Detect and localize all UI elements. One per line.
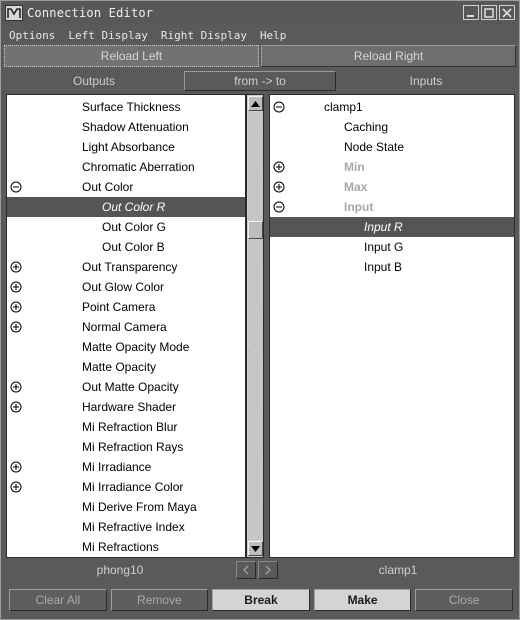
expand-plus-icon[interactable] bbox=[273, 181, 285, 193]
tree-row-label: Out Color B bbox=[102, 240, 165, 254]
outputs-header: Outputs bbox=[72, 74, 116, 88]
expand-plus-icon[interactable] bbox=[10, 381, 22, 393]
tree-row[interactable] bbox=[7, 537, 245, 557]
expand-plus-icon[interactable] bbox=[10, 301, 22, 313]
tree-row-label: Matte Opacity Mode bbox=[82, 340, 190, 354]
title-bar[interactable] bbox=[1, 1, 519, 25]
mode-toggle-button[interactable]: from -> to bbox=[184, 71, 336, 91]
tree-row[interactable] bbox=[7, 297, 245, 317]
tree-row-label: Mi Derive From Maya bbox=[82, 500, 197, 514]
close-button[interactable]: Close bbox=[415, 589, 513, 611]
tree-row[interactable] bbox=[7, 277, 245, 297]
tree-row[interactable] bbox=[270, 157, 514, 177]
clear-all-button[interactable]: Clear All bbox=[9, 589, 107, 611]
tree-row[interactable] bbox=[270, 237, 514, 257]
expand-plus-icon[interactable] bbox=[10, 481, 22, 493]
reload-right-button[interactable]: Reload Right bbox=[261, 45, 516, 67]
window-controls bbox=[463, 5, 515, 20]
tree-row[interactable] bbox=[7, 497, 245, 517]
tree-row[interactable] bbox=[270, 137, 514, 157]
node-footer bbox=[4, 560, 516, 580]
arrow-down-icon bbox=[251, 546, 260, 552]
maya-logo-icon bbox=[5, 5, 23, 21]
tree-row[interactable] bbox=[7, 457, 245, 477]
tree-row[interactable] bbox=[270, 197, 514, 217]
scroll-up-button[interactable] bbox=[248, 96, 263, 111]
chevron-left-icon bbox=[243, 565, 249, 575]
tree-row-label: Out Transparency bbox=[82, 260, 178, 274]
expand-plus-icon[interactable] bbox=[10, 321, 22, 333]
tree-row-label: Mi Refraction Blur bbox=[82, 420, 178, 434]
tree-row[interactable] bbox=[270, 97, 514, 117]
tree-row[interactable] bbox=[7, 317, 245, 337]
collapse-minus-icon[interactable] bbox=[273, 201, 285, 213]
tree-row-label: Input G bbox=[364, 240, 404, 254]
menu-help[interactable]: Help bbox=[259, 28, 287, 42]
outputs-scrollbar[interactable] bbox=[246, 94, 264, 558]
tree-row-label: Out Color G bbox=[102, 220, 167, 234]
tree-row[interactable] bbox=[7, 437, 245, 457]
outputs-list[interactable] bbox=[6, 94, 246, 558]
menu-options[interactable]: Options bbox=[9, 28, 56, 42]
tree-row-label: Shadow Attenuation bbox=[82, 120, 189, 134]
make-button[interactable]: Make bbox=[314, 589, 412, 611]
tree-row-label: Matte Opacity bbox=[82, 360, 157, 374]
tree-row-label: Input B bbox=[364, 260, 403, 274]
menu-left-display[interactable]: Left Display bbox=[68, 28, 148, 42]
break-button[interactable]: Break bbox=[212, 589, 310, 611]
nav-right-button[interactable] bbox=[258, 561, 278, 579]
tree-row-label: Chromatic Aberration bbox=[82, 160, 195, 174]
close-icon bbox=[502, 8, 512, 18]
collapse-minus-icon[interactable] bbox=[273, 101, 285, 113]
tree-row[interactable] bbox=[7, 217, 245, 237]
maximize-button[interactable] bbox=[481, 5, 497, 20]
tree-row[interactable] bbox=[270, 257, 514, 277]
tree-row-label: Min bbox=[344, 160, 365, 174]
reload-bar bbox=[4, 45, 516, 69]
minimize-icon bbox=[466, 8, 476, 18]
tree-row[interactable] bbox=[7, 117, 245, 137]
tree-row-label: Caching bbox=[344, 120, 389, 134]
arrow-up-icon bbox=[251, 101, 260, 107]
tree-row-label: Surface Thickness bbox=[82, 100, 181, 114]
tree-row[interactable] bbox=[7, 517, 245, 537]
menu-right-display[interactable]: Right Display bbox=[160, 28, 247, 42]
chevron-right-icon bbox=[265, 565, 271, 575]
scroll-down-button[interactable] bbox=[248, 541, 263, 556]
remove-button[interactable]: Remove bbox=[111, 589, 209, 611]
inputs-header: Inputs bbox=[409, 74, 443, 88]
tree-row[interactable] bbox=[7, 397, 245, 417]
tree-row-label: Input bbox=[344, 200, 374, 214]
right-node-name: clamp1 bbox=[378, 563, 418, 577]
tree-row[interactable] bbox=[7, 197, 245, 217]
tree-row-label: clamp1 bbox=[324, 100, 363, 114]
expand-plus-icon[interactable] bbox=[273, 161, 285, 173]
tree-row-label: Mi Refractions bbox=[82, 540, 159, 554]
scroll-track[interactable] bbox=[248, 112, 263, 540]
reload-left-button[interactable]: Reload Left bbox=[4, 45, 259, 67]
tree-row[interactable] bbox=[7, 157, 245, 177]
minimize-button[interactable] bbox=[463, 5, 479, 20]
tree-row-label: Out Matte Opacity bbox=[82, 380, 179, 394]
tree-row-label: Max bbox=[344, 180, 368, 194]
left-node-name: phong10 bbox=[96, 563, 144, 577]
collapse-minus-icon[interactable] bbox=[10, 181, 22, 193]
tree-row[interactable] bbox=[7, 477, 245, 497]
expand-plus-icon[interactable] bbox=[10, 281, 22, 293]
tree-row-label: Mi Irradiance Color bbox=[82, 480, 184, 494]
tree-row[interactable] bbox=[7, 357, 245, 377]
inputs-list[interactable] bbox=[269, 94, 515, 558]
nav-left-button[interactable] bbox=[236, 561, 256, 579]
tree-row-label: Node State bbox=[344, 140, 405, 154]
tree-row[interactable] bbox=[7, 97, 245, 117]
tree-row-label: Hardware Shader bbox=[82, 400, 177, 414]
tree-row[interactable] bbox=[7, 337, 245, 357]
tree-row[interactable] bbox=[270, 177, 514, 197]
tree-row-label: Mi Refraction Rays bbox=[82, 440, 184, 454]
scroll-thumb[interactable] bbox=[248, 221, 263, 239]
tree-row[interactable] bbox=[7, 417, 245, 437]
expand-plus-icon[interactable] bbox=[10, 261, 22, 273]
tree-row-label: Normal Camera bbox=[82, 320, 167, 334]
tree-row-label: Input R bbox=[364, 220, 403, 234]
tree-row-label: Mi Irradiance bbox=[82, 460, 152, 474]
tree-row[interactable] bbox=[270, 217, 514, 237]
tree-row[interactable] bbox=[7, 257, 245, 277]
tree-row-label: Out Color R bbox=[102, 200, 166, 214]
tree-row[interactable] bbox=[7, 237, 245, 257]
tree-row[interactable] bbox=[7, 177, 245, 197]
tree-row-label: Out Color bbox=[82, 180, 134, 194]
tree-row[interactable] bbox=[7, 137, 245, 157]
tree-row[interactable] bbox=[270, 117, 514, 137]
window-title: Connection Editor bbox=[27, 6, 154, 20]
expand-plus-icon[interactable] bbox=[10, 401, 22, 413]
tree-row-label: Mi Refractive Index bbox=[82, 520, 185, 534]
maximize-icon bbox=[484, 8, 494, 18]
expand-plus-icon[interactable] bbox=[10, 461, 22, 473]
tree-row[interactable] bbox=[7, 377, 245, 397]
tree-row-label: Light Absorbance bbox=[82, 140, 175, 154]
menu-bar bbox=[1, 25, 519, 45]
close-window-button[interactable] bbox=[499, 5, 515, 20]
column-headers bbox=[4, 70, 516, 92]
action-buttons bbox=[9, 589, 513, 613]
tree-row-label: Out Glow Color bbox=[82, 280, 165, 294]
tree-row-label: Point Camera bbox=[82, 300, 156, 314]
